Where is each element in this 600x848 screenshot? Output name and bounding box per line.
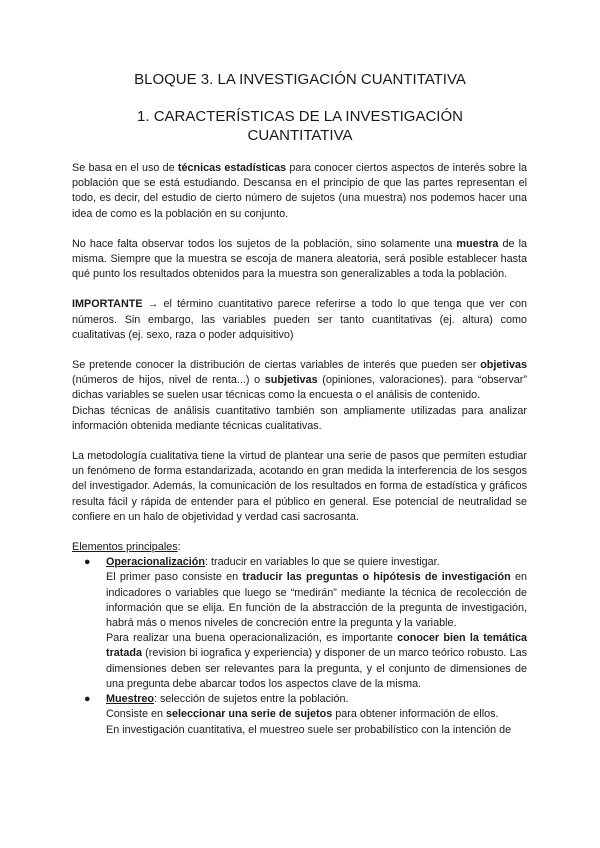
p2-text-a: No hace falta observar todos los sujetos de la población, sino solamente una <box>72 237 457 250</box>
item-term: Operacionalización <box>106 556 206 569</box>
p4-text-d: (opiniones, valoraciones). para “observar” dichas variables se suelen usar técnicas como la encuesta o el análisis de contenido. <box>72 374 527 402</box>
paragraph-3 <box>72 297 527 343</box>
p1-bold: técnicas estadísticas <box>177 162 287 174</box>
p4-text-c: (números de hijos, nivel de renta...) o <box>72 374 265 387</box>
p3-text-c: → el término cuantitativo parece referirse a todo lo que tenga que ver con números. Sin embargo, las variables pueden ser tanto cuantitativas (ej. altura) como cualitativas (ej. sexo, raza o poder adquisitivo) <box>72 298 527 341</box>
detail-text: Para realizar una buena operacionalización, es importante <box>106 632 398 645</box>
document-body <box>72 161 527 738</box>
item-detail-1 <box>106 570 527 631</box>
item-detail-2 <box>106 631 527 692</box>
elements-heading-text: Elementos principales <box>72 541 178 554</box>
detail-text: en indicadores o variables que luego se “medirán” mediante la técnica de recolección de información que se elija. En función de la abstracción de la pregunta de investigación, habrá más o menos niveles de concreción entre la pregunta y la variable. <box>106 571 527 630</box>
detail-bold: seleccionar una serie de sujetos <box>166 708 333 721</box>
p4-text-a: Se pretende conocer la distribución de ciertas variables de interés que pueden ser <box>72 359 481 372</box>
elements-heading <box>72 540 527 555</box>
list-item-muestreo <box>72 692 527 738</box>
paragraph-4 <box>72 358 527 404</box>
item-term: Muestreo <box>106 693 154 706</box>
elements-list <box>72 555 527 737</box>
page-title: BLOQUE 3. LA INVESTIGACIÓN CUANTITATIVA <box>134 71 466 88</box>
item-definition: : selección de sujetos entre la población. <box>154 693 349 706</box>
detail-text: (revision bi iografica y experiencia) y disponer de un marco teórico robusto. Las dimensiones deben ser relevantes para la pregunta, y el conjunto de dimensiones de una pregunta debe abarcar todos los aspectos clave de la misma. <box>106 647 527 690</box>
detail-bold: conocer bien la temática tratada <box>106 632 528 660</box>
p2-bold: muestra <box>456 237 499 250</box>
paragraph-2 <box>72 237 527 283</box>
item-detail-2: En investigación cuantitativa, el muestreo suele ser probabilístico con la intención de <box>106 723 512 736</box>
p4-bold-subjetivas: subjetivas <box>264 374 318 387</box>
detail-bold: traducir las preguntas o hipótesis de investigación <box>242 571 511 584</box>
detail-text: El primer paso consiste en <box>106 571 243 584</box>
detail-text: Consiste en <box>106 708 167 721</box>
p4-bold-objetivas: objetivas <box>480 359 527 372</box>
item-definition: : traducir en variables lo que se quiere investigar. <box>205 556 440 569</box>
item-detail-1 <box>106 707 527 722</box>
bullet-icon: ● <box>84 693 91 706</box>
p2-text-c: de la misma. Siempre que la muestra se escoja de manera aleatoria, será posible establecer hasta qué punto los resultados obtenidos para la muestra son generalizables a toda la población. <box>72 237 527 281</box>
paragraph-1 <box>72 161 527 222</box>
list-item-operacionalizacion <box>72 555 527 692</box>
bullet-icon: ● <box>84 556 91 569</box>
paragraph-5: La metodología cualitativa tiene la virtud de plantear una serie de pasos que permiten estudiar un fenómeno de forma estandarizada, acotando en gran medida la interferencia de los sesgos del investigador. Además, la comunicación de los resultados en forma de estadística y gráficos resulta fácil y rápida de entender para el público en general. Ese potencial de neutralidad se confiere en un halo de objetividad y verdad casi sacrosanta. <box>72 450 527 523</box>
p1-text-c: para conocer ciertos aspectos de interés sobre la población que se está estudiando. Descansa en el principio de que las partes representan el todo, es decir, del estudio de cierto número de sujetos (una muestra) nos podemos hacer una idea de como es la población en su conjunto. <box>72 162 527 220</box>
paragraph-4b: Dichas técnicas de análisis cuantitativo también son ampliamente utilizadas para analizar información obtenida mediante técnicas cualitativas. <box>72 404 527 432</box>
p3-bold: IMPORTANTE <box>72 298 143 311</box>
section-title: 1. CARACTERÍSTICAS DE LA INVESTIGACIÓN CUANTITATIVA <box>137 108 463 144</box>
p1-text-a: Se basa en el uso de <box>72 162 178 174</box>
detail-text: para obtener información de ellos. <box>332 708 499 721</box>
elements-heading-colon: : <box>177 541 181 554</box>
